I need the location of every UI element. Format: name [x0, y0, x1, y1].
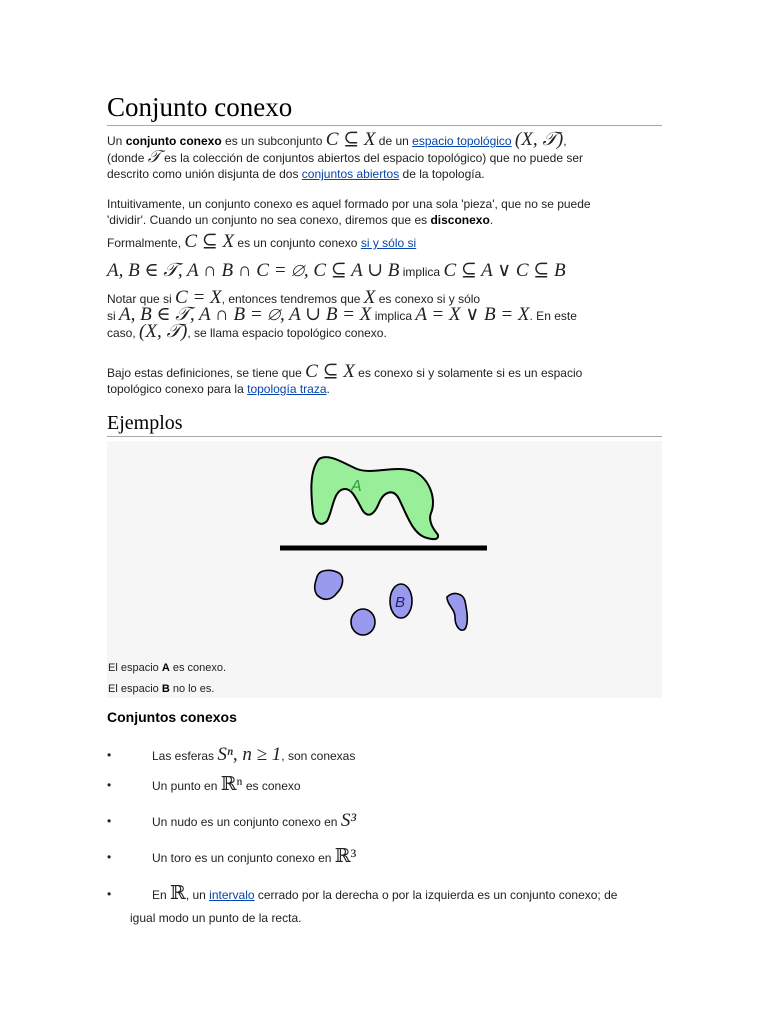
set-b-label: B	[395, 594, 406, 611]
math-c-subset-x: C ⊆ X	[325, 129, 376, 150]
bullet-glyph: •	[107, 850, 112, 864]
formal-condition: A, B ∈ 𝒯, A ∩ B ∩ C = ∅, C ⊆ A ∪ B implica C ⊆ A ∨ C ⊆ B	[107, 260, 566, 281]
set-b-blob-1	[315, 570, 343, 599]
link-intervalo[interactable]: intervalo	[209, 888, 255, 902]
connectedness-figure	[107, 441, 662, 698]
math-x-t: (X, 𝒯)	[514, 129, 564, 150]
page-title: Conjunto conexo	[107, 92, 662, 126]
link-si-y-solo-si[interactable]: si y sólo si	[360, 236, 417, 250]
figure-caption-a: El espacio A es conexo.	[108, 662, 227, 674]
bullet-glyph: •	[107, 778, 112, 792]
link-espacio-topologico[interactable]: espacio topológico	[412, 134, 512, 148]
link-conjuntos-abiertos[interactable]: conjuntos abiertos	[301, 167, 400, 181]
term-disconexo: disconexo	[430, 213, 490, 227]
note-paragraph: Notar que si C = X, entonces tendremos que X es conexo si y sólo si A, B ∈ 𝒯, A ∩ B = ∅, A ∪ B = X implica A = X ∨ B = X. En este caso, (X, 𝒯), se llama espacio topológico conexo.	[107, 287, 577, 342]
intro-paragraph-1: Un conjunto conexo es un subconjunto C ⊆ X de un espacio topológico (X, 𝒯), (donde 𝒯 es la colección de conjuntos abiertos del espacio topológico) que no puede ser descrito como unión disjunta de dos conjuntos abiertos de la topología.	[107, 129, 584, 181]
formal-definition: Formalmente, C ⊆ X es un conjunto conexo si y sólo si	[107, 231, 417, 252]
math-condition: A, B ∈ 𝒯, A ∩ B ∩ C = ∅, C ⊆ A ∪ B	[107, 260, 400, 281]
section-heading-ejemplos: Ejemplos	[107, 412, 662, 437]
figure-caption-b: El espacio B no lo es.	[108, 683, 215, 695]
set-a-shape	[311, 457, 438, 539]
term-conjunto-conexo: conjunto conexo	[125, 134, 222, 148]
set-a-label: A	[351, 478, 362, 495]
connected-sets-illustration	[107, 441, 662, 698]
intro-paragraph-2: Intuitivamente, un conjunto conexo es aquel formado por una sola 'pieza', que no se puede 'dividir'. Cuando un conjunto no sea conexo, diremos que es disconexo.	[107, 197, 591, 227]
bullet-glyph: •	[107, 814, 112, 828]
set-b-blob-4	[447, 594, 467, 631]
math-c-subset-x-2: C ⊆ X	[184, 231, 235, 252]
link-topologia-traza[interactable]: topología traza	[247, 382, 327, 396]
bullet-glyph: •	[107, 887, 112, 901]
subsection-heading-conjuntos-conexos: Conjuntos conexos	[107, 709, 237, 725]
math-t: 𝒯	[147, 147, 161, 166]
set-b-blob-2	[351, 609, 375, 635]
bullet-glyph: •	[107, 748, 112, 762]
math-conclusion: C ⊆ A ∨ C ⊆ B	[443, 260, 566, 281]
trace-paragraph: Bajo estas definiciones, se tiene que C ⊆ X es conexo si y solamente si es un espacio topológico conexo para la topología traza.	[107, 361, 583, 396]
